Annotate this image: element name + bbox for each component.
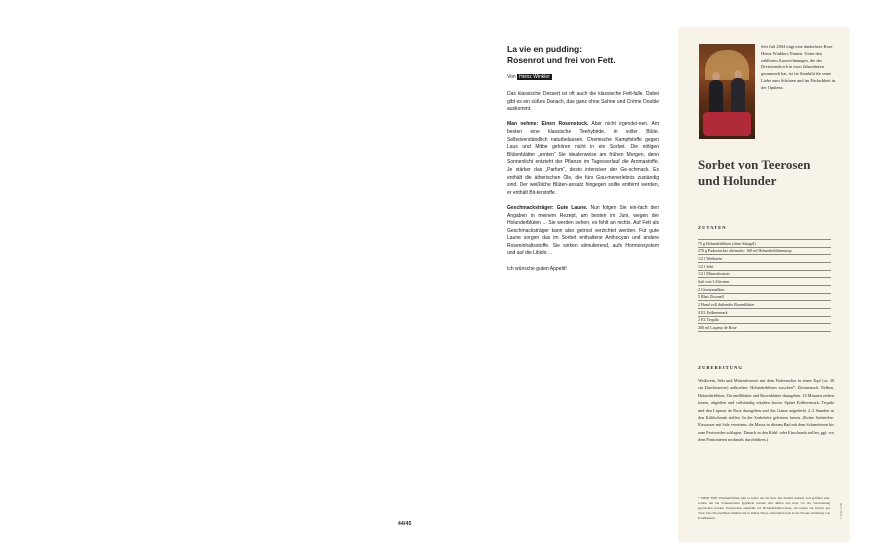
closing-paragraph: Ich wünsche guten Appetit!: [507, 265, 567, 272]
ingredient-item: 75 g Holunderblüten (ohne Stängel): [698, 239, 831, 247]
ingredient-item: 2 EL Tequila: [698, 316, 831, 324]
recipe-sidebar: [678, 27, 850, 542]
ingredient-item: Saft von 3 Zitronen: [698, 277, 831, 285]
photo-caption: Seit Juli 2004 trägt eine dunkelrote Rose Heinz Winklers Namen. Unter den zahllosen Auszeichnungen, die der Dreisternekoch in zwei Jahrzehnten gesammelt hat, ist sie Sinnbild für seine Liebe zum Schönen und im Einfachheit in der Opulenz.: [761, 44, 836, 90]
author-name: Heinz Winkler: [519, 74, 550, 80]
ingredient-item: 4 EL Erdbeermark: [698, 308, 831, 316]
paragraph-lead: Geschmacksträger: Gute Laune.: [507, 204, 588, 211]
ingredient-item: 1/2 l Mineralwasser: [698, 270, 831, 278]
ingredient-item: 270 g Puderzucker alternativ: 160 ml Holunderblütensirup: [698, 247, 831, 255]
article-column: [507, 44, 659, 281]
article-title: [507, 44, 659, 65]
paragraph-lead: Man nehme: Einen Rosenstock.: [507, 121, 589, 128]
page-number: 44/45: [398, 521, 412, 527]
byline: [507, 74, 659, 81]
preparation-heading: ZUBEREITUNG: [698, 365, 743, 370]
ingredient-item: 5 Blatt Zitronell: [698, 293, 831, 301]
ingredient-item: 2 Hand voll duftender Rosenblätter: [698, 300, 831, 308]
paragraph-geschmack: [507, 205, 659, 258]
paragraph-body: Aber nicht irgendei-nen. Am besten eine klassische Teehybride, in voller Blüte. Selbstverständlich naturbelassen. Chemische Kampfstoffe gegen Laus und Mitbe gehören nicht in ein Sorbet. Die nötigen Blütenblätter „ernten“ Sie idealerweise am frühen Morgen, denn Sonnenlicht entzieht der Pflanze im Tagesverlauf die Aromastoffe. Je stärker das „Parfum“, desto intensiver der Ge-schmack. Es enthält die ätherischen Öle, die fürs Gau-menerlebnis zuständig sind. Der weißliche Blüten-ansatz hingegen sollte entfernt werden, er enthält Bit-terstoffe.: [507, 121, 660, 196]
photo-credit: © Foto: CSB: [839, 503, 843, 519]
article-title-line-1: La vie en pudding:: [507, 44, 583, 54]
byline-prefix: Von: [507, 74, 516, 80]
intro-paragraph: Das klassische Dessert ist oft auch die klassische Fett-falle. Dabei gibt es ein süßes Danach, das ganz ohne Sahne und Crème Double auskommt.: [507, 91, 659, 113]
ingredient-item: 200 ml Liqueur de Rose: [698, 323, 831, 332]
ingredients-heading: ZUTATEN: [698, 225, 727, 230]
paragraph-body: Nun folgen Sie ein-fach den Angaben in meinem Rezept, am besten im Juni, wegen der Holunderblüten ... Sie werden sehen, es fehlt an nichts. Auf Fett als Geschmacksträger kann also getrost verzichtet werden. Für gute Laune sorgen das im Sorbet enthaltene Anthocyan und andere Roseninhaltsstoffe. Sie wirken stimulierend, aufs Hormonsystem und auf die Libido ...: [507, 204, 659, 257]
paragraph-rosenstock: [507, 121, 659, 197]
recipe-title: [698, 157, 848, 188]
ingredient-item: 1/2 l Sekt: [698, 262, 831, 270]
ingredient-item: 2 Gewürznelken: [698, 285, 831, 293]
chef-photo: [699, 44, 755, 139]
preparation-text: Weißwein, Sekt und Mineralwasser mit dem Puderzucker in einen Topf (ca. 30 cm Durchmesser) aufkochen. Holunderblüten waschen*. Zitronensaft, Nelken, Holunderblüten, Zitronellblätter und Rosenblätter dazugeben. 10 Minuten ziehen lassen, abgießen und vollständig erkalten lassen. Später Erdbeermark, Tequila und den Liqueur de Rose dazugeben und das Ganze ungedeckt 2–3 Stunden in den Kühlschrank stellen. In der Sorbetière gefrieren lassen. (Keine Sorbetière: Eiswasser mit Salz versetzen, die Masse in diesem Bad mit dem Schneebesen bis zum Festwerden schlagen. Danach in den Kühl- oder Eisschrank stellen, ggf. vor dem Portionieren nochmals durchrühren.): [698, 378, 834, 443]
recipe-title-line-2: und Holunder: [698, 172, 777, 188]
ingredients-list: [698, 239, 831, 332]
photo-table: [703, 112, 751, 136]
recipe-title-line-1: Sorbet von Teerosen: [698, 157, 811, 172]
ingredient-item: 1/2 l Weißwein: [698, 254, 831, 262]
article-title-line-2: Rosenrot und frei von Fett.: [507, 54, 616, 65]
chef-tip: * MEIN TIPP: Holunderblüten gibt es leider nur im Juni. Die Dolden müssen voll geöffnet sein, sollten nur bei Sonnenschein gepflückt werden und dürfen erst kurz vor der Verarbeitung gewaschen werden. Ersatzweise empfehle ich Holunderblüten-sirup, am besten aus Dorles aus Tirol. Das Zitronellblatt erhalten Sie in Indian Shops, manchmal auch in der Exoten-Abteilung von Kaufhäusern.: [698, 496, 830, 520]
